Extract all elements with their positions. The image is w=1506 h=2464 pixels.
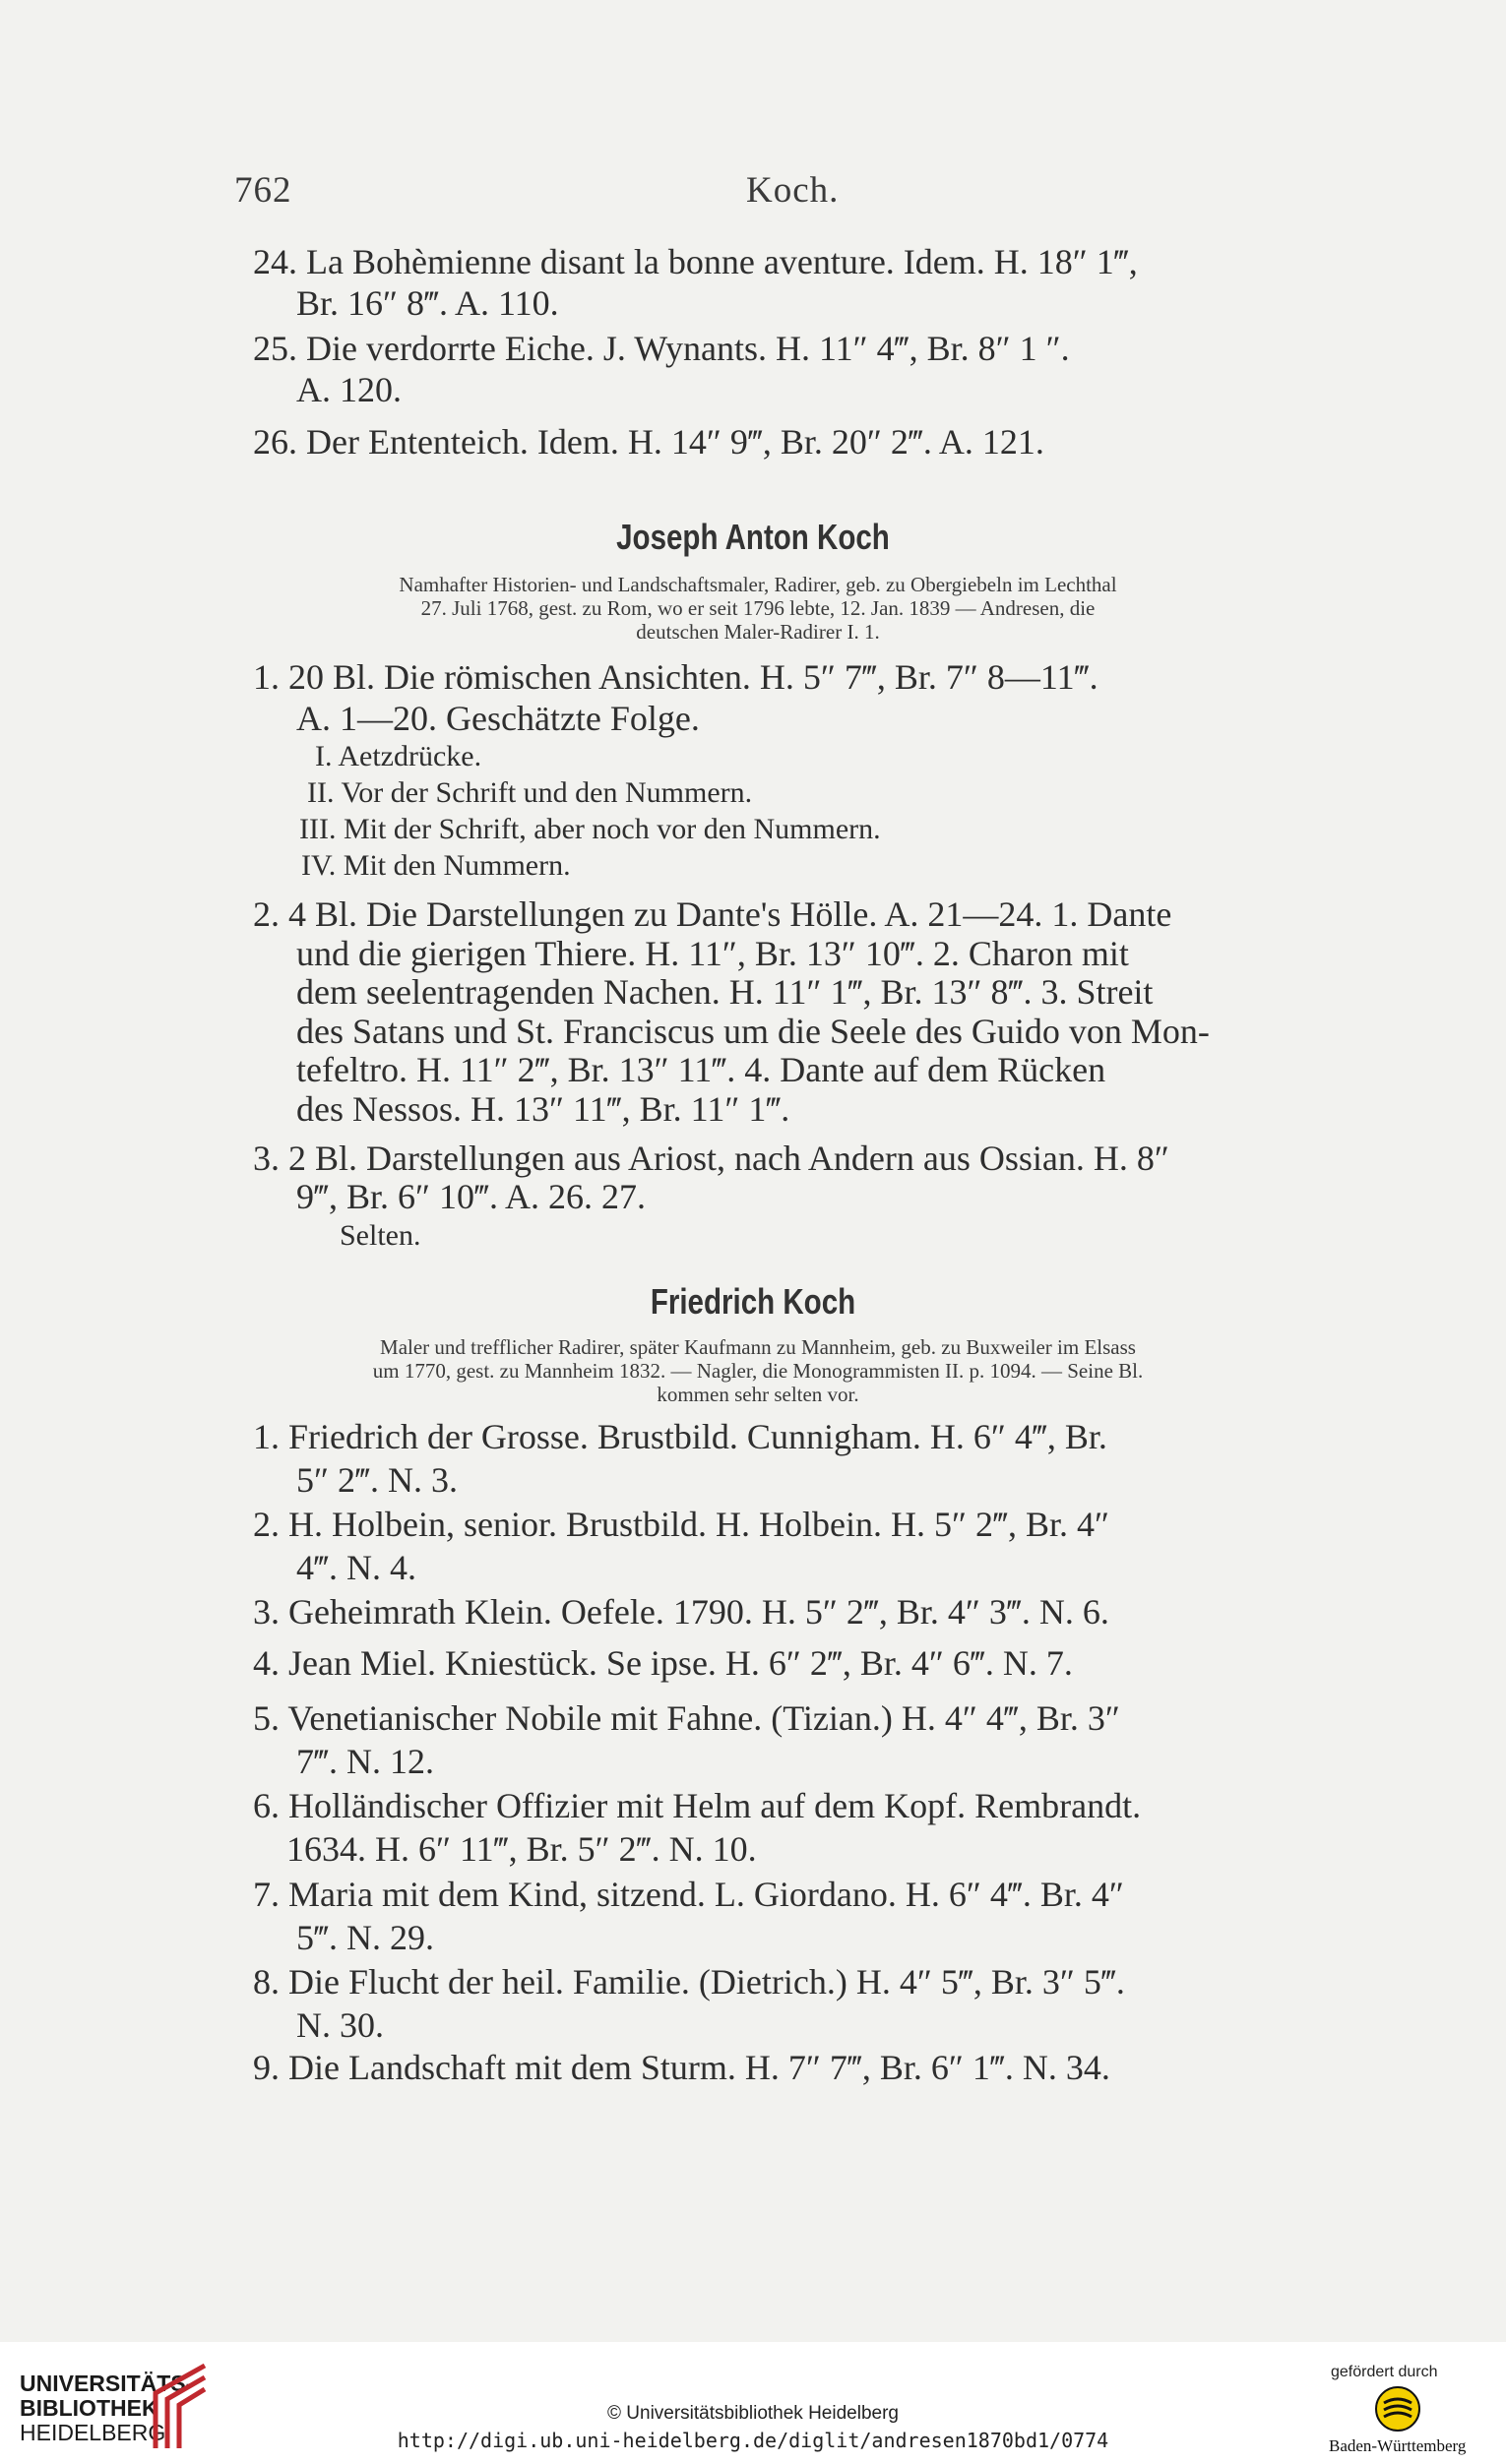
library-name-line-3: HEIDELBERG: [20, 2420, 166, 2445]
entry-24-line-2: Br. 16″ 8‴. A. 110.: [296, 283, 559, 323]
artist2-entry-4-line: 4. Jean Miel. Kniestück. Se ipse. H. 6″ 2‴, Br. 4″ 6‴. N. 7.: [253, 1643, 1073, 1683]
entry-25-line-2: A. 120.: [296, 370, 402, 409]
library-name-line-2: BIBLIOTHEK: [20, 2395, 158, 2421]
artist1-entry-3-line: 3. 2 Bl. Darstellungen aus Ariost, nach Andern aus Ossian. H. 8″: [253, 1139, 1169, 1178]
artist1-entry-3-line: 9‴, Br. 6″ 10‴. A. 26. 27.: [296, 1177, 647, 1216]
artist2-entry-6: [253, 1784, 1141, 1871]
artist2-entry-6-line: 6. Holländischer Offizier mit Helm auf dem Kopf. Rembrandt.: [253, 1786, 1142, 1825]
artist2-entry-1-line: 1. Friedrich der Grosse. Brustbild. Cunnigham. H. 6″ 4‴, Br.: [253, 1417, 1107, 1456]
artist2-entry-6-line: 1634. H. 6″ 11‴, Br. 5″ 2‴. N. 10.: [286, 1829, 757, 1869]
artist2-entry-1-line: 5″ 2‴. N. 3.: [296, 1460, 458, 1500]
artist1-entry-3-note: Selten.: [340, 1219, 421, 1252]
artist1-bio-line: Namhafter Historien- und Landschaftsmaler, Radirer, geb. zu Obergiebeln im Lechthal: [399, 573, 1117, 596]
artist2-entry-7-line: 7. Maria mit dem Kind, sitzend. L. Giordano. H. 6″ 4‴. Br. 4″: [253, 1875, 1124, 1914]
artist1-entry-2-line: 2. 4 Bl. Die Darstellungen zu Dante's Hölle. A. 21—24. 1. Dante: [253, 894, 1172, 934]
artist2-entry-8-line: N. 30.: [296, 2005, 384, 2045]
artist1-bio-line: deutschen Maler-Radirer I. 1.: [636, 620, 880, 644]
funded-by-label: gefördert durch: [1331, 2364, 1438, 2380]
artist2-entry-9-line: 9. Die Landschaft mit dem Sturm. H. 7″ 7‴, Br. 6″ 1‴. N. 34.: [253, 2048, 1110, 2087]
artist1-entry-1-line-2: A. 1—20. Geschätzte Folge.: [296, 699, 700, 738]
artist1-bio: [236, 573, 1280, 644]
artist2-entry-9: [253, 2047, 1110, 2088]
artist2-entry-3-line: 3. Geheimrath Klein. Oefele. 1790. H. 5″ 2‴, Br. 4″ 3‴. N. 6.: [253, 1592, 1109, 1632]
state-II: II. Vor der Schrift und den Nummern.: [307, 776, 753, 809]
artist2-bio: [236, 1335, 1280, 1406]
artist2-entry-5: [253, 1696, 1120, 1783]
artist1-entry-3: [253, 1140, 1169, 1255]
entry-25: [253, 328, 1070, 410]
artist1-entry-2-line: des Satans und St. Franciscus um die Seele des Guido von Mon-: [296, 1011, 1210, 1051]
artist1-entry-2: [253, 895, 1210, 1129]
artist2-entry-1: [253, 1415, 1107, 1502]
entry-24: [253, 241, 1138, 324]
entry-25-line-1: 25. Die verdorrte Eiche. J. Wynants. H. 11″ 4‴, Br. 8″ 1 ″.: [253, 329, 1070, 368]
artist2-entry-8-line: 8. Die Flucht der heil. Familie. (Dietrich.) H. 4″ 5‴, Br. 3″ 5‴.: [253, 1962, 1125, 2002]
artist1-entry-2-line: tefeltro. H. 11″ 2‴, Br. 13″ 11‴. 4. Dante auf dem Rücken: [296, 1050, 1106, 1089]
artist1-states: [295, 738, 881, 884]
artist2-entry-2: [253, 1503, 1109, 1589]
artist2-bio-line: Maler und trefflicher Radirer, später Kaufmann zu Mannheim, geb. zu Buxweiler im Elsass: [380, 1335, 1136, 1359]
library-name-line-1: UNIVERSITÄTS-: [20, 2371, 194, 2396]
artist1-entry-2-line: dem seelentragenden Nachen. H. 11″ 1‴, Br. 13″ 8‴. 3. Streit: [296, 972, 1154, 1012]
copyright-text: © Universitätsbibliothek Heidelberg: [607, 2403, 899, 2424]
artist2-bio-line: um 1770, gest. zu Mannheim 1832. — Nagler, die Monogrammisten II. p. 1094. — Seine Bl.: [372, 1359, 1144, 1383]
entry-24-line-1: 24. La Bohèmienne disant la bonne aventure. Idem. H. 18″ 1‴,: [253, 242, 1138, 281]
state-I: I. Aetzdrücke.: [315, 740, 482, 772]
page-number: 762: [234, 170, 292, 211]
artist2-entry-5-line: 5. Venetianischer Nobile mit Fahne. (Tizian.) H. 4″ 4‴, Br. 3″: [253, 1698, 1120, 1738]
digitization-footer: [0, 2342, 1506, 2464]
artist-heading-friedrich-koch: Friedrich Koch: [650, 1281, 856, 1322]
artist2-bio-line: kommen sehr selten vor.: [657, 1383, 859, 1406]
entry-26-line-1: 26. Der Ententeich. Idem. H. 14″ 9‴, Br. 20″ 2‴. A. 121.: [253, 422, 1044, 462]
running-title: Koch.: [746, 170, 840, 211]
artist2-entry-8: [253, 1960, 1125, 2047]
artist2-entry-2-line: 2. H. Holbein, senior. Brustbild. H. Holbein. H. 5″ 2‴, Br. 4″: [253, 1505, 1109, 1544]
artist2-entry-2-line: 4‴. N. 4.: [296, 1548, 416, 1587]
artist2-entry-4: [253, 1642, 1073, 1684]
artist2-entry-3: [253, 1591, 1109, 1632]
artist1-entry-2-line: und die gierigen Thiere. H. 11″, Br. 13″ 10‴. 2. Charon mit: [296, 933, 1129, 973]
permalink-url[interactable]: http://digi.ub.uni-heidelberg.de/diglit/andresen1870bd1/0774: [397, 2429, 1109, 2452]
artist2-entry-7-line: 5‴. N. 29.: [296, 1918, 434, 1957]
artist-heading-joseph-anton-koch: Joseph Anton Koch: [616, 517, 890, 557]
artist1-entry-1: [253, 656, 1098, 739]
artist1-entry-1-line-1: 1. 20 Bl. Die römischen Ansichten. H. 5″ 7‴, Br. 7″ 8—11‴.: [253, 657, 1098, 697]
artist2-entry-5-line: 7‴. N. 12.: [296, 1742, 434, 1781]
state-IV: IV. Mit den Nummern.: [301, 849, 571, 882]
artist1-bio-line: 27. Juli 1768, gest. zu Rom, wo er seit 1796 lebte, 12. Jan. 1839 — Andresen, die: [420, 596, 1096, 620]
artist2-entry-7: [253, 1873, 1124, 1959]
funder-name: Baden-Württemberg: [1329, 2436, 1467, 2455]
state-III: III. Mit der Schrift, aber noch vor den Nummern.: [299, 813, 881, 845]
baden-wuerttemberg-crest-icon: [1374, 2385, 1421, 2433]
entry-26: [253, 421, 1044, 462]
artist1-entry-2-line: des Nessos. H. 13″ 11‴, Br. 11″ 1‴.: [296, 1088, 790, 1129]
